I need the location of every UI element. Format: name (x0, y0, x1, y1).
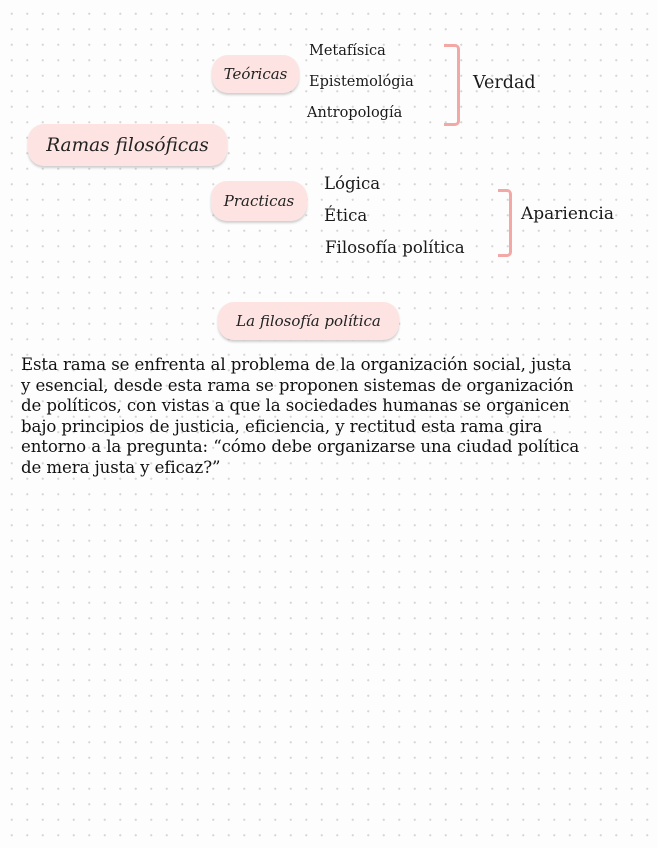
practical-bracket (498, 189, 512, 257)
practical-item-logica: Lógica (324, 174, 381, 193)
theoretical-item-antropologia: Antropología (307, 105, 403, 121)
section-title: La filosofía política (218, 302, 399, 340)
body-paragraph: Esta rama se enfrenta al problema de la organización social, justa y esencial, desde esta rama se proponen sistemas de organización de políticos, con vistas a que la sociedades humanas se organicen bajo principios de justicia, eficiencia, y rectitud esta rama gira entorno a la pregunta: “cómo debe organizarse una ciudad política de mera justa y eficaz?” (21, 355, 580, 477)
theoretical-branch-label: Teóricas (212, 55, 299, 93)
theoretical-item-metafisica: Metafísica (309, 43, 386, 59)
practical-result-apariencia: Apariencia (521, 204, 614, 224)
theoretical-item-epistemologia: Epistemológia (309, 74, 414, 90)
theoretical-bracket (444, 44, 460, 126)
practical-branch-label: Practicas (211, 181, 307, 221)
practical-item-filosofia-politica: Filosofía política (325, 238, 465, 257)
practical-item-etica: Ética (324, 206, 368, 225)
main-topic-label: Ramas filosóficas (28, 124, 227, 166)
theoretical-result-verdad: Verdad (473, 73, 536, 93)
